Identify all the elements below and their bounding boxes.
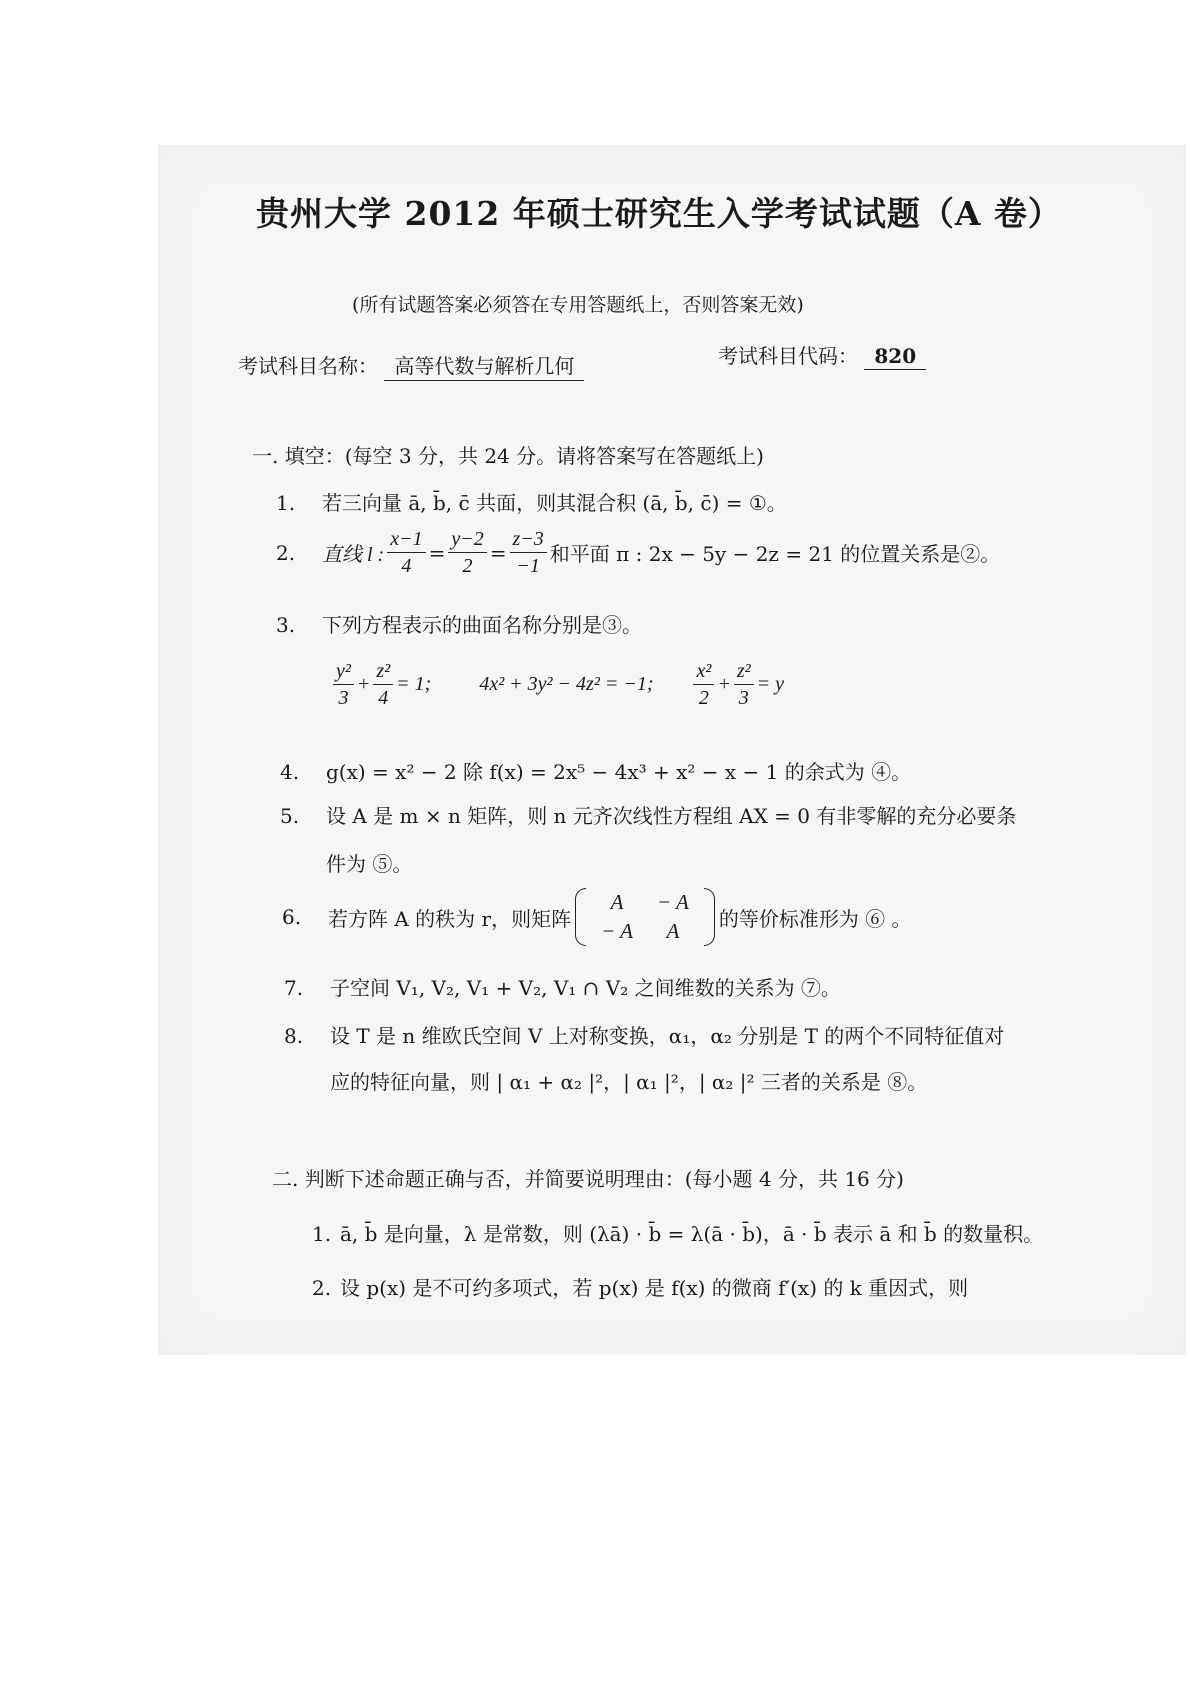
s2-item-2: 2. 设 p(x) 是不可约多项式，若 p(x) 是 f(x) 的微商 f′(x) 的 k 重因式，则 xyxy=(312,1276,969,1300)
fraction: $\frac{y-2}{2}$ xyxy=(448,528,486,577)
s1-item-6: 6. 若方阵 A 的秩为 r，则矩阵 A − A − A A 的等价标准形为 ⑥ 。 xyxy=(282,888,912,946)
s1-item-4: 4. g(x) = x² − 2 除 f(x) = 2x⁵ − 4x³ + x² − x − 1 的余式为 ④。 xyxy=(280,760,912,784)
fraction: $\frac{z-3}{-1}$ xyxy=(510,528,547,577)
subject-name-value: 高等代数与解析几何 xyxy=(384,350,584,381)
fraction: $\frac{\text{z²}}{3}$ xyxy=(734,660,754,709)
s1-item-2: 2. 直线 l : $\frac{x-1}{4}$ = $\frac{y-2}{2}$ = $\frac{z-3}{-1}$ 和平面 π : 2x − 5y − 2z = 21 的位置关系是②。 xyxy=(276,528,1001,577)
s1-item-3: 3. 下列方程表示的曲面名称分别是③。 xyxy=(276,613,642,637)
block-matrix: A − A − A A xyxy=(575,888,715,946)
s1-item-5: 5. 设 A 是 m × n 矩阵，则 n 元齐次线性方程组 AX = 0 有非零解的充分必要条 xyxy=(280,804,1017,828)
fraction: $\frac{x-1}{4}$ xyxy=(387,528,425,577)
subject-name-label: 考试科目名称： xyxy=(238,354,378,378)
fraction: $\frac{\text{x²}}{2}$ xyxy=(693,660,714,709)
exam-title: 贵州大学 2012 年硕士研究生入学考试试题（A 卷） xyxy=(256,194,1062,233)
subject-code-row xyxy=(718,340,926,370)
subject-code-value: 820 xyxy=(864,344,926,370)
section2-heading: 二. 判断下述命题正确与否，并简要说明理由：(每小题 4 分，共 16 分) xyxy=(272,1167,904,1191)
s1-item-5-cont: 件为 ⑤。 xyxy=(326,852,413,876)
s1-item-8: 8. 设 T 是 n 维欧氏空间 V 上对称变换，α₁，α₂ 分别是 T 的两个不同特征值对 xyxy=(284,1024,1005,1048)
answer-note: (所有试题答案必须答在专用答题纸上，否则答案无效) xyxy=(352,294,804,316)
subject-code-label: 考试科目代码： xyxy=(718,344,858,368)
fraction: $\frac{\text{y²}}{3}$ xyxy=(333,660,354,709)
section1-heading: 一. 填空：(每空 3 分，共 24 分。请将答案写在答题纸上) xyxy=(252,444,764,468)
s2-item-1: 1. ā, b̄ 是向量，λ 是常数，则 (λā) · b̄ = λ(ā · b̄)，ā · b̄ 表示 ā 和 b̄ 的数量积。 xyxy=(312,1222,1044,1246)
s1-item-1: 1. 若三向量 ā, b̄, c̄ 共面，则其混合积 (ā, b̄, c̄) = ①。 xyxy=(276,491,787,515)
fraction: $\frac{\text{z²}}{4}$ xyxy=(373,660,393,709)
s1-item-8-cont: 应的特征向量，则 | α₁ + α₂ |²，| α₁ |²，| α₂ |² 三者的关系是 ⑧。 xyxy=(330,1070,928,1094)
subject-name-row xyxy=(238,350,584,381)
s1-item-7: 7. 子空间 V₁, V₂, V₁ + V₂, V₁ ∩ V₂ 之间维数的关系为 ⑦。 xyxy=(284,976,841,1000)
surface-equations: $\frac{\text{y²}}{3}$ + $\frac{\text{z²}}{4}$ = 1; 4x² + 3y² − 4z² = −1; $\frac{\text{x²}}{2}$ + $\frac{\text{z²}}{3}$ = y xyxy=(330,660,784,709)
